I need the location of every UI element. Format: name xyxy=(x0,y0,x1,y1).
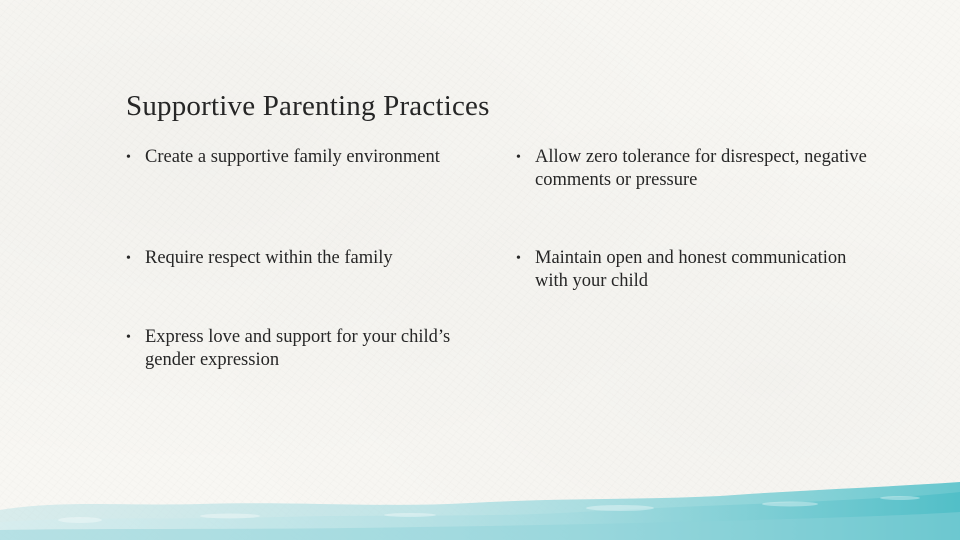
slide-title: Supportive Parenting Practices xyxy=(126,90,490,122)
bullet-item xyxy=(126,146,465,169)
bullet-item xyxy=(126,247,485,270)
bullet-text: Express love and support for your child’s gender expression xyxy=(145,327,451,370)
bullet-text: Allow zero tolerance for disrespect, negative comments or pressure xyxy=(535,147,867,190)
bullet-item xyxy=(516,247,855,292)
bullet-icon: • xyxy=(516,251,521,266)
bullet-text: Maintain open and honest communication with your child xyxy=(535,248,847,291)
bullet-text: Require respect within the family xyxy=(145,248,393,268)
bullet-icon: • xyxy=(126,150,131,165)
bullet-item xyxy=(516,146,895,191)
bullet-icon: • xyxy=(126,330,131,345)
bullet-text: Create a supportive family environment xyxy=(145,147,440,167)
bullet-icon: • xyxy=(516,150,521,165)
bullet-item xyxy=(126,326,485,371)
watercolor-border xyxy=(0,470,960,540)
bullet-icon: • xyxy=(126,251,131,266)
